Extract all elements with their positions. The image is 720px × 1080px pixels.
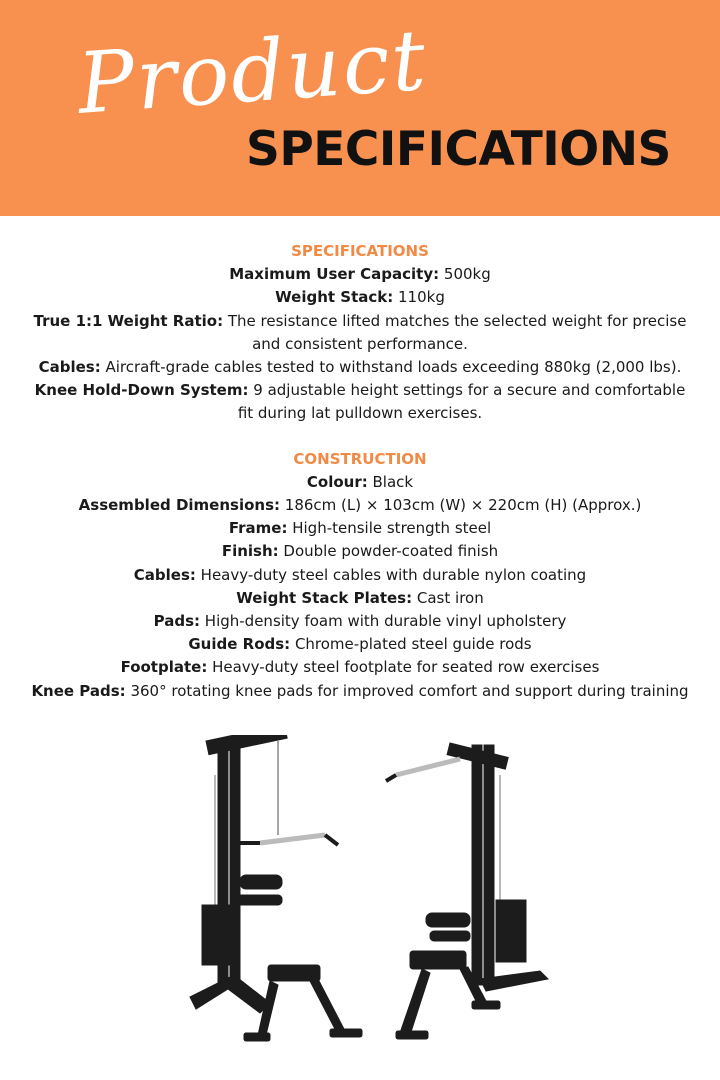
section-heading: CONSTRUCTION <box>293 449 427 468</box>
spec-label: Pads: <box>153 612 201 631</box>
spec-line <box>30 310 690 356</box>
spec-value: Heavy-duty steel cables with durable nylon coating <box>195 565 587 584</box>
specifications-section <box>30 240 690 426</box>
spec-value: High-tensile strength steel <box>287 519 492 538</box>
spec-value: 110kg <box>393 288 445 307</box>
spec-line <box>30 564 690 587</box>
spec-label: True 1:1 Weight Ratio: <box>33 311 224 330</box>
lat-pulldown-machine-front <box>190 735 362 1041</box>
spec-label: Colour: <box>306 472 368 491</box>
lat-pulldown-machine-rear <box>386 743 548 1039</box>
spec-value: 360° rotating knee pads for improved comfort and support during training <box>125 681 689 700</box>
spec-line <box>30 610 690 633</box>
spec-value: 186cm (L) × 103cm (W) × 220cm (H) (Approx.) <box>280 496 642 515</box>
spec-label: Knee Pads: <box>31 681 126 700</box>
spec-line <box>30 286 690 309</box>
spec-label: Finish: <box>221 542 279 561</box>
header-banner <box>0 0 720 216</box>
spec-line <box>30 540 690 563</box>
product-image <box>160 735 560 1055</box>
spec-line <box>30 263 690 286</box>
spec-label: Footplate: <box>120 658 208 677</box>
spec-label: Frame: <box>228 519 288 538</box>
spec-label: Guide Rods: <box>188 635 291 654</box>
spec-label: Knee Hold-Down System: <box>34 381 249 400</box>
section-spacer <box>30 426 690 448</box>
spec-value: 500kg <box>439 265 491 284</box>
spec-line <box>30 471 690 494</box>
construction-section <box>30 448 690 703</box>
page-title: SPECIFICATIONS <box>246 122 671 177</box>
spec-value: Chrome-plated steel guide rods <box>290 635 532 654</box>
spec-value: Black <box>367 472 414 491</box>
spec-line <box>30 680 690 703</box>
spec-label: Weight Stack Plates: <box>236 588 413 607</box>
spec-content <box>30 240 690 703</box>
spec-value: 9 adjustable height settings for a secure and comfortable fit during lat pulldown exercises. <box>237 381 686 423</box>
spec-value: Double powder-coated finish <box>278 542 499 561</box>
spec-line <box>30 356 690 379</box>
spec-line <box>30 656 690 679</box>
spec-value: High-density foam with durable vinyl upholstery <box>200 612 567 631</box>
section-heading: SPECIFICATIONS <box>291 242 429 260</box>
spec-value: The resistance lifted matches the selected weight for precise and consistent performance. <box>223 311 687 353</box>
spec-line <box>30 633 690 656</box>
spec-label: Cables: <box>133 565 196 584</box>
script-title: Product <box>74 10 431 133</box>
spec-line <box>30 517 690 540</box>
spec-label: Maximum User Capacity: <box>229 265 440 284</box>
spec-line <box>30 587 690 610</box>
spec-value: Cast iron <box>412 588 484 607</box>
spec-value: Aircraft-grade cables tested to withstand loads exceeding 880kg (2,000 lbs). <box>100 358 682 377</box>
spec-label: Assembled Dimensions: <box>78 496 281 515</box>
spec-value: Heavy-duty steel footplate for seated row exercises <box>207 658 600 677</box>
spec-label: Cables: <box>38 358 101 377</box>
spec-line <box>30 379 690 425</box>
spec-line <box>30 494 690 517</box>
spec-label: Weight Stack: <box>275 288 394 307</box>
